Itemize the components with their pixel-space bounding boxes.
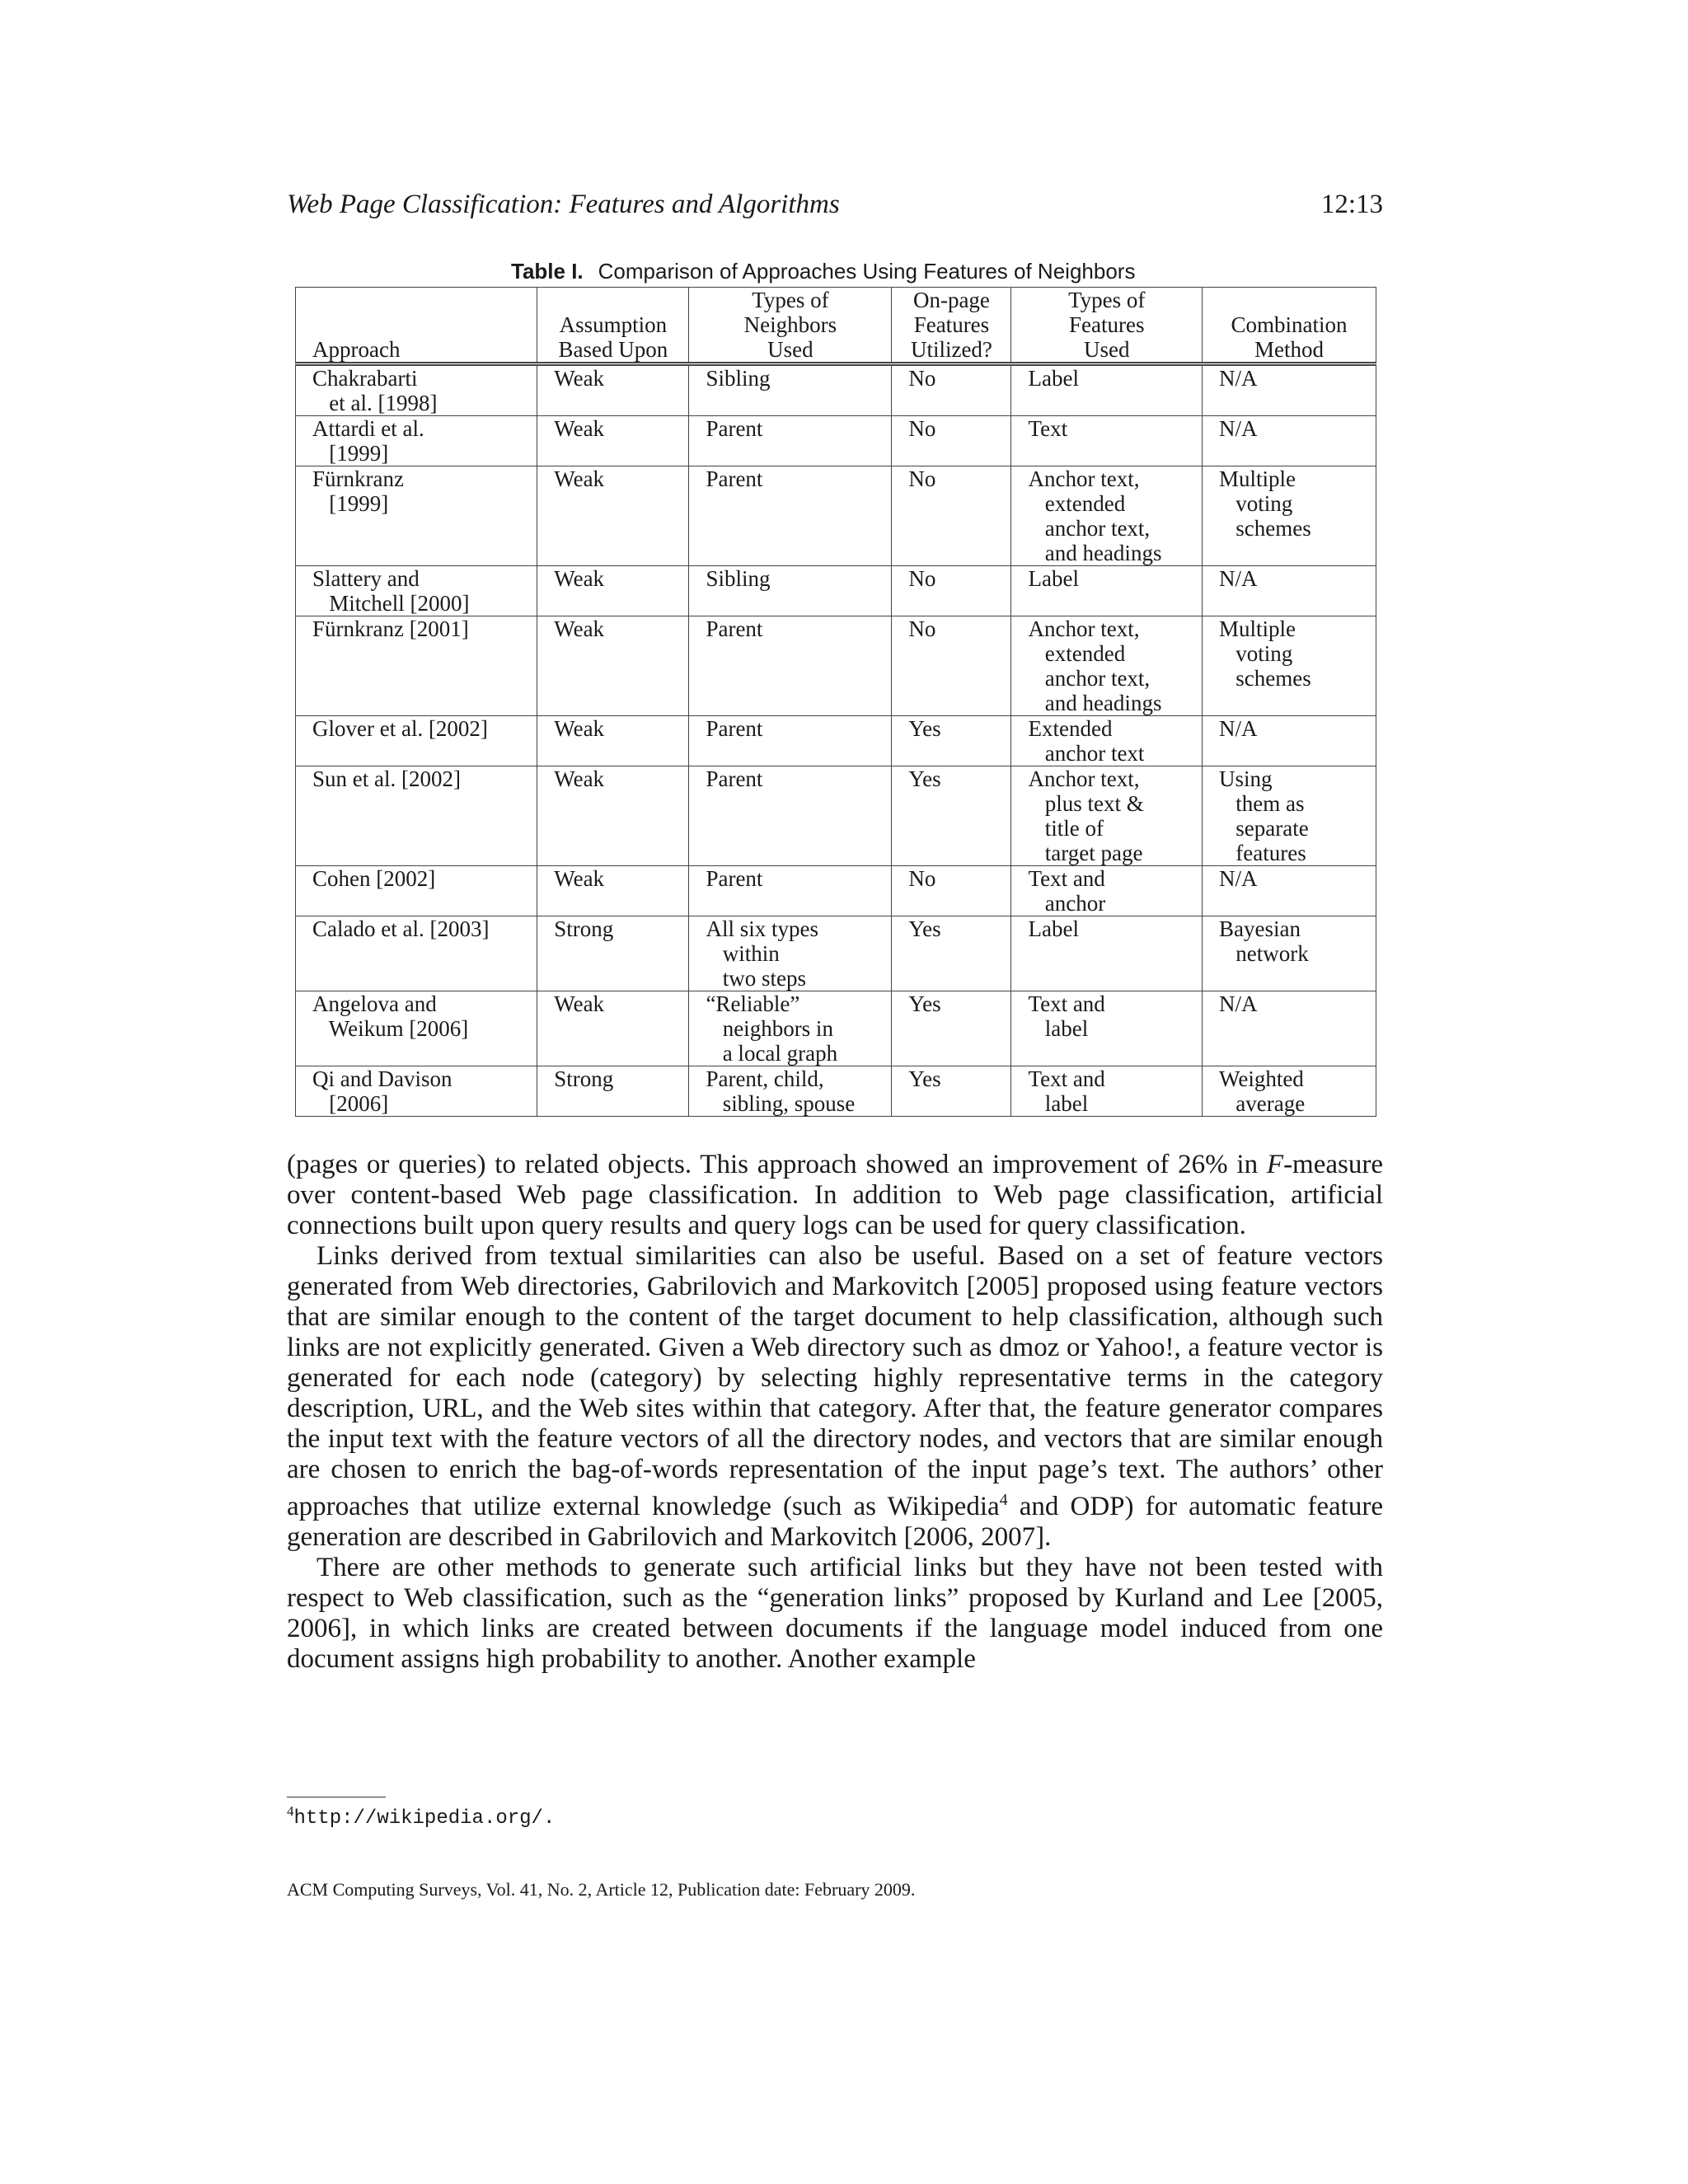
table-cell: Label (1011, 566, 1203, 616)
paragraph (287, 1241, 1383, 1553)
table-row (296, 866, 1376, 916)
f-measure-symbol: F (1266, 1150, 1284, 1179)
table-row (296, 766, 1376, 866)
footnote-number: 4 (287, 1803, 294, 1819)
table-cell: Text and label (1011, 991, 1203, 1066)
table-cell: No (892, 616, 1011, 716)
table-cell: N/A (1203, 991, 1376, 1066)
table-cell: No (892, 866, 1011, 916)
paragraph (287, 1150, 1383, 1241)
column-header: Combination Method (1203, 288, 1376, 364)
table-cell: Bayesian network (1203, 916, 1376, 991)
column-header: On-page Features Utilized? (892, 288, 1011, 364)
table-cell: Fürnkranz [2001] (296, 616, 537, 716)
table-row (296, 616, 1376, 716)
table-cell: Slattery and Mitchell [2000] (296, 566, 537, 616)
table-cell: Multiple voting schemes (1203, 616, 1376, 716)
table-cell: Qi and Davison [2006] (296, 1066, 537, 1117)
table-cell: All six types within two steps (689, 916, 892, 991)
table-cell: Text (1011, 416, 1203, 466)
table-cell: N/A (1203, 416, 1376, 466)
page-number: 12:13 (1320, 190, 1383, 219)
body-text (287, 1150, 1383, 1675)
table-cell: Yes (892, 991, 1011, 1066)
table-cell: Extended anchor text (1011, 716, 1203, 766)
journal-footer: ACM Computing Surveys, Vol. 41, No. 2, Article 12, Publication date: February 2009. (287, 1879, 916, 1900)
paragraph-text: Links derived from textual similarities can also be useful. Based on a set of feature vectors generated from Web directories, Gabrilovich and Markovitch [2005] proposed using feature vectors that are similar enough to the content of the target document to help classification, although such links are not explicitly generated. Given a Web directory such as dmoz or Yahoo!, a feature vector is generated for each node (category) by selecting highly representative terms in the category description, URL, and the Web sites within that category. After that, the feature generator compares the input text with the feature vectors of all the directory nodes, and vectors that are similar enough are chosen to enrich the bag-of-words representation of the input page’s text. The authors’ other approaches that utilize external knowledge (such as Wikipedia (287, 1241, 1383, 1521)
table-cell: Parent (689, 416, 892, 466)
table-row (296, 991, 1376, 1066)
table-cell: Chakrabarti et al. [1998] (296, 364, 537, 416)
paragraph-text: and ODP) for automatic feature generation are described in Gabrilovich and Markovitch [2006, 2007]. (287, 1492, 1383, 1552)
table-cell: Label (1011, 916, 1203, 991)
table-row (296, 716, 1376, 766)
table-cell: Calado et al. [2003] (296, 916, 537, 991)
table-cell: Weighted average (1203, 1066, 1376, 1117)
table-caption (511, 259, 1135, 284)
table-cell: N/A (1203, 716, 1376, 766)
table-header-row (296, 288, 1376, 364)
table-row (296, 364, 1376, 416)
table-cell: Parent (689, 766, 892, 866)
table-cell: Weak (537, 766, 689, 866)
table-caption-text: Comparison of Approaches Using Features of Neighbors (598, 259, 1136, 284)
table-cell: Weak (537, 716, 689, 766)
table-cell: No (892, 466, 1011, 566)
table-cell: Weak (537, 991, 689, 1066)
paragraph-text: -measure over content-based Web page classification. In addition to Web page classification, artificial connections built upon query results and query logs can be used for query classification. (287, 1150, 1383, 1240)
paragraph-text: (pages or queries) to related objects. This approach showed an improvement of 26% in (287, 1150, 1259, 1179)
table-cell: Weak (537, 364, 689, 416)
table-cell: No (892, 364, 1011, 416)
table-cell: Fürnkranz [1999] (296, 466, 537, 566)
table-cell: Sibling (689, 364, 892, 416)
table-cell: Glover et al. [2002] (296, 716, 537, 766)
table-cell: Weak (537, 866, 689, 916)
table-row (296, 466, 1376, 566)
running-title: Web Page Classification: Features and Algorithms (287, 190, 840, 219)
table-cell: No (892, 566, 1011, 616)
footnote (287, 1803, 555, 1830)
paragraph-text: There are other methods to generate such artificial links but they have not been tested with respect to Web classification, such as the “generation links” proposed by Kurland and Lee [2005, 2006], in which links are created between documents if the language model induced from one document assigns high probability to another. Another example (287, 1553, 1383, 1674)
table-cell: Weak (537, 566, 689, 616)
column-header: Assumption Based Upon (537, 288, 689, 364)
column-header: Types of Features Used (1011, 288, 1203, 364)
footnote-marker: 4 (999, 1491, 1008, 1509)
running-header (287, 190, 1383, 231)
table-cell: Yes (892, 716, 1011, 766)
table-cell: Strong (537, 916, 689, 991)
table-cell: N/A (1203, 866, 1376, 916)
table-cell: Angelova and Weikum [2006] (296, 991, 537, 1066)
table-cell: Parent (689, 466, 892, 566)
table-cell: Parent (689, 616, 892, 716)
table-cell: Text and label (1011, 1066, 1203, 1117)
table-cell: Anchor text, extended anchor text, and headings (1011, 616, 1203, 716)
table-cell: Yes (892, 916, 1011, 991)
table-cell: Sun et al. [2002] (296, 766, 537, 866)
table-cell: Weak (537, 466, 689, 566)
table-cell: No (892, 416, 1011, 466)
table-cell: “Reliable” neighbors in a local graph (689, 991, 892, 1066)
table-cell: Label (1011, 364, 1203, 416)
table-row (296, 1066, 1376, 1117)
table-cell: Parent (689, 716, 892, 766)
comparison-table (295, 287, 1376, 1117)
table-label: Table I. (511, 259, 584, 284)
table-cell: Parent (689, 866, 892, 916)
table-cell: Sibling (689, 566, 892, 616)
table-cell: Multiple voting schemes (1203, 466, 1376, 566)
table-cell: Attardi et al. [1999] (296, 416, 537, 466)
table-cell: Using them as separate features (1203, 766, 1376, 866)
table-cell: Strong (537, 1066, 689, 1117)
table-cell: Anchor text, plus text & title of target page (1011, 766, 1203, 866)
table-body (296, 364, 1376, 1117)
paragraph (287, 1553, 1383, 1675)
table-cell: Yes (892, 1066, 1011, 1117)
table-cell: Cohen [2002] (296, 866, 537, 916)
table-row (296, 416, 1376, 466)
table-row (296, 916, 1376, 991)
footnote-url: http://wikipedia.org/. (293, 1807, 556, 1830)
table-cell: N/A (1203, 566, 1376, 616)
table-row (296, 566, 1376, 616)
table-cell: Anchor text, extended anchor text, and headings (1011, 466, 1203, 566)
table-cell: Text and anchor (1011, 866, 1203, 916)
table-cell: Yes (892, 766, 1011, 866)
table-cell: Weak (537, 416, 689, 466)
table-cell: N/A (1203, 364, 1376, 416)
table-cell: Parent, child, sibling, spouse (689, 1066, 892, 1117)
column-header: Types of Neighbors Used (689, 288, 892, 364)
column-header: Approach (296, 288, 537, 364)
table-cell: Weak (537, 616, 689, 716)
